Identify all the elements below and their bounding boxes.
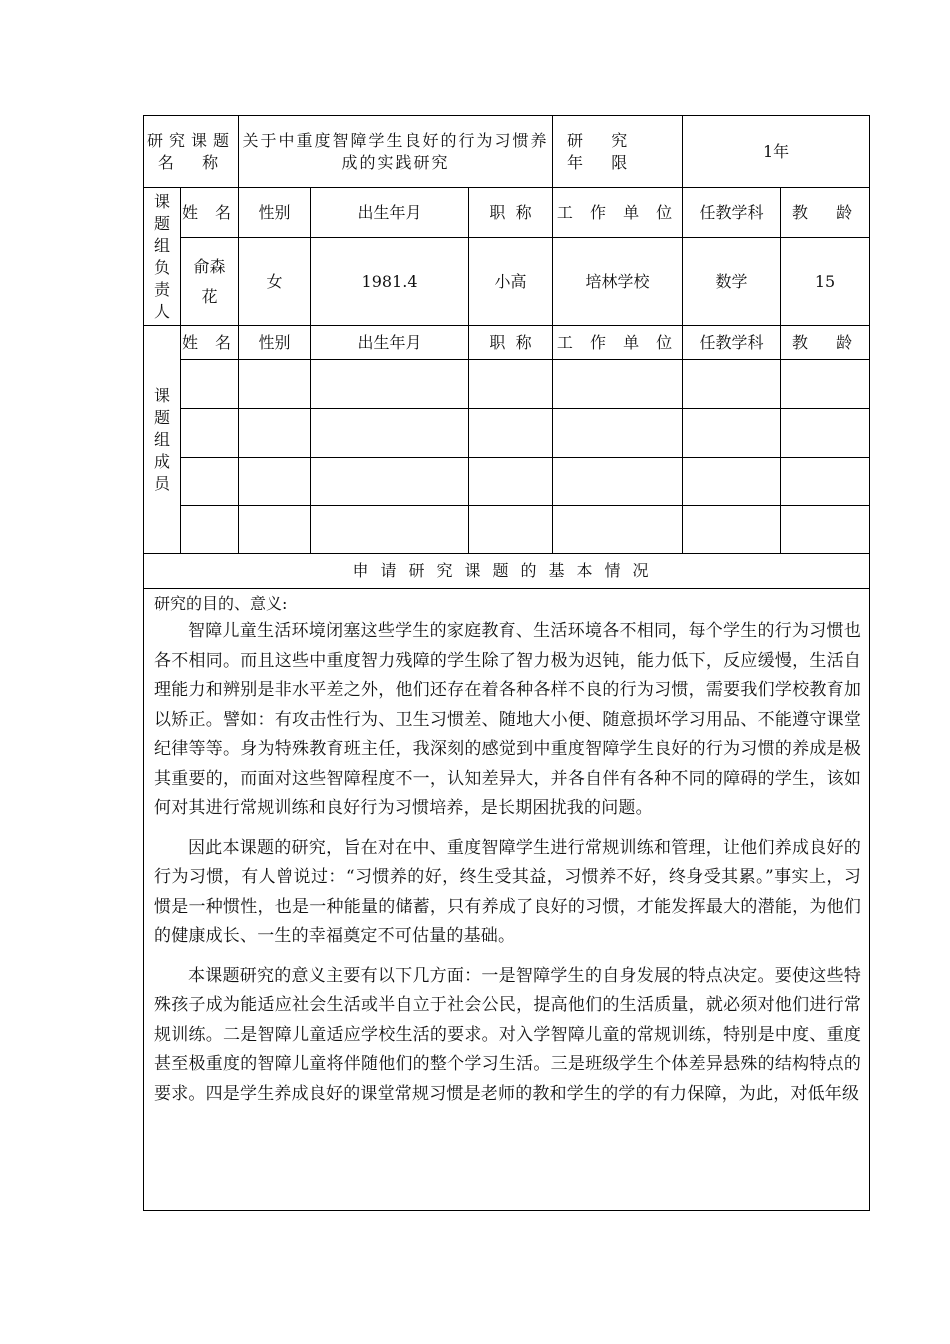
col-title: 职 称 — [469, 326, 553, 360]
content-cell — [144, 589, 870, 1211]
members-side-char: 组 — [153, 429, 170, 449]
content-paragraph-3: 本课题研究的意义主要有以下几方面：一是智障学生的自身发展的特点决定。要使这些特殊孩子成为能适应社会生活或半自立于社会公民，提高他们的生活质量，就必须对他们进行常规训练。二是智障儿童适应学校生活的要求。对入学智障儿童的常规训练，特别是中度、重度甚至极重度的智障儿童将伴随他们的整个学习生活。三是班级学生个体差异悬殊的结构特点的要求。四是学生养成良好的课堂常规习惯是老师的教和学生的学的有力保障，为此，对低年级 — [154, 965, 862, 1104]
topic-row — [144, 116, 870, 188]
member-cell[interactable] — [181, 506, 239, 554]
col-name: 姓 名 — [181, 326, 239, 360]
col-years: 教 龄 — [781, 326, 870, 360]
topic-title-cell — [239, 116, 553, 188]
member-row — [144, 360, 870, 409]
members-side-char: 成 — [153, 451, 170, 471]
members-header-row — [144, 326, 870, 360]
period-value: 1年 — [683, 116, 870, 188]
member-cell[interactable] — [469, 360, 553, 409]
leader-side-char: 人 — [153, 301, 170, 321]
member-cell[interactable] — [239, 458, 311, 506]
period-label-line1: 研 究 — [567, 130, 634, 150]
leader-years: 15 — [781, 238, 870, 326]
col-gender: 性别 — [239, 188, 311, 238]
member-cell[interactable] — [311, 458, 469, 506]
col-gender: 性别 — [239, 326, 311, 360]
member-cell[interactable] — [181, 360, 239, 409]
period-label-line2: 年 限 — [567, 152, 634, 172]
topic-title-line2: 成的实践研究 — [341, 152, 450, 172]
members-side-char: 员 — [153, 473, 170, 493]
member-cell[interactable] — [469, 409, 553, 458]
leader-unit: 培林学校 — [553, 238, 683, 326]
member-cell[interactable] — [553, 360, 683, 409]
col-subject: 任教学科 — [683, 188, 781, 238]
member-cell[interactable] — [239, 506, 311, 554]
section-title: 申请研究课题的基本情况 — [144, 554, 870, 589]
member-cell[interactable] — [469, 458, 553, 506]
topic-label-cell — [144, 116, 239, 188]
member-cell[interactable] — [181, 458, 239, 506]
member-cell[interactable] — [311, 409, 469, 458]
member-cell[interactable] — [781, 409, 870, 458]
col-subject: 任教学科 — [683, 326, 781, 360]
member-cell[interactable] — [553, 409, 683, 458]
leader-header-row — [144, 188, 870, 238]
leader-side-char: 课 — [153, 191, 170, 211]
leader-name-line1: 俞森 — [193, 256, 226, 276]
member-cell[interactable] — [781, 458, 870, 506]
leader-side-char: 责 — [153, 279, 170, 299]
leader-side-char: 负 — [153, 257, 170, 277]
section-title-row — [144, 554, 870, 589]
content-paragraph-2: 因此本课题的研究，旨在对在中、重度智障学生进行常规训练和管理，让他们养成良好的行为习惯，有人曾说过：“习惯养的好，终生受其益，习惯养不好，终身受其累。”事实上，习惯是一种惯性，也是一种能量的储蓄，只有养成了良好的习惯，才能发挥最大的潜能，为他们的健康成长、一生的幸福奠定不可估量的基础。 — [154, 837, 862, 946]
topic-label-line1: 研究课题 — [147, 130, 236, 150]
leader-side-label — [144, 188, 181, 326]
topic-title-line1: 关于中重度智障学生良好的行为习惯养 — [242, 130, 549, 150]
leader-side-char: 题 — [153, 213, 170, 233]
member-cell[interactable] — [239, 409, 311, 458]
member-row — [144, 409, 870, 458]
col-unit: 工 作 单 位 — [553, 188, 683, 238]
member-cell[interactable] — [469, 506, 553, 554]
member-cell[interactable] — [311, 360, 469, 409]
member-cell[interactable] — [553, 506, 683, 554]
leader-gender: 女 — [239, 238, 311, 326]
member-row — [144, 506, 870, 554]
member-cell[interactable] — [683, 458, 781, 506]
col-title: 职 称 — [469, 188, 553, 238]
member-cell[interactable] — [781, 360, 870, 409]
leader-side-char: 组 — [153, 235, 170, 255]
content-heading: 研究的目的、意义: — [154, 594, 288, 613]
application-form — [143, 115, 862, 1211]
member-cell[interactable] — [683, 506, 781, 554]
leader-name-line2: 花 — [201, 286, 218, 306]
leader-name — [181, 238, 239, 326]
leader-subject: 数学 — [683, 238, 781, 326]
col-unit: 工 作 单 位 — [553, 326, 683, 360]
member-cell[interactable] — [181, 409, 239, 458]
leader-data-row — [144, 238, 870, 326]
member-cell[interactable] — [683, 360, 781, 409]
col-birth: 出生年月 — [311, 326, 469, 360]
members-side-char: 课 — [153, 385, 170, 405]
leader-title: 小高 — [469, 238, 553, 326]
member-cell[interactable] — [781, 506, 870, 554]
topic-label-line2: 名 称 — [157, 152, 225, 172]
col-name: 姓 名 — [181, 188, 239, 238]
member-cell[interactable] — [553, 458, 683, 506]
period-label-cell — [553, 116, 683, 188]
members-side-label — [144, 326, 181, 554]
members-side-char: 题 — [153, 407, 170, 427]
leader-birth: 1981.4 — [311, 238, 469, 326]
content-paragraph-1: 智障儿童生活环境闭塞这些学生的家庭教育、生活环境各不相同，每个学生的行为习惯也各不相同。而且这些中重度智力残障的学生除了智力极为迟钝，能力低下，反应缓慢，生活自理能力和辨别是非水平差之外，他们还存在着各种各样不良的行为习惯，需要我们学校教育加以矫正。譬如：有攻击性行为、卫生习惯差、随地大小便、随意损坏学习用品、不能遵守课堂纪律等等。身为特殊教育班主任，我深刻的感觉到中重度智障学生良好的行为习惯的养成是极其重要的，而面对这些智障程度不一，认知差异大，并各自伴有各种不同的障碍的学生，该如何对其进行常规训练和良好行为习惯培养，是长期困扰我的问题。 — [154, 621, 862, 818]
member-cell[interactable] — [683, 409, 781, 458]
content-row — [144, 589, 870, 1211]
member-cell[interactable] — [239, 360, 311, 409]
member-row — [144, 458, 870, 506]
member-cell[interactable] — [311, 506, 469, 554]
research-application-table — [143, 115, 870, 1211]
col-years: 教 龄 — [781, 188, 870, 238]
col-birth: 出生年月 — [311, 188, 469, 238]
